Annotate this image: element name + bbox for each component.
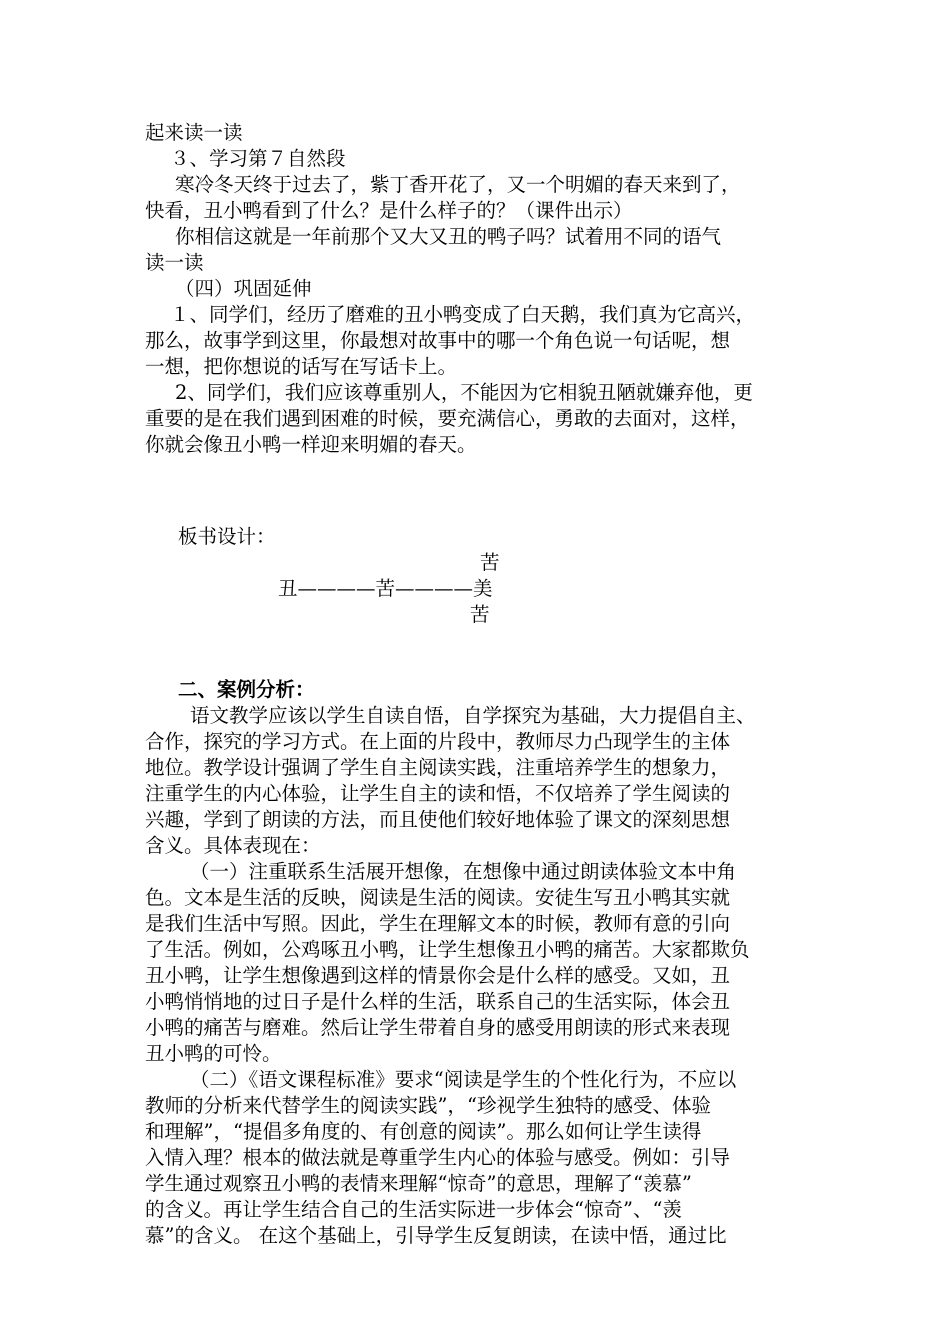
text-line: 丑小鸭，让学生想像遇到这样的情景你会是什么样的感受。又如，丑 bbox=[145, 964, 731, 987]
text-line: 丑小鸭的可怜。 bbox=[145, 1042, 282, 1065]
text-line: 重要的是在我们遇到困难的时候，要充满信心，勇敢的去面对，这样， bbox=[145, 407, 750, 430]
text-line: 含义。具体表现在： bbox=[145, 834, 321, 857]
text-line: 起来读一读 bbox=[145, 121, 243, 144]
text-line: 教师的分析来代替学生的阅读实践”，“珍视学生独特的感受、体验 bbox=[145, 1094, 711, 1117]
text-line: （一）注重联系生活展开想像，在想像中通过朗读体验文本中角 bbox=[190, 860, 737, 883]
text-line: （二）《语文课程标准》要求“阅读是学生的个性化行为，不应以 bbox=[190, 1068, 737, 1091]
text-line: 慕”的含义。 在这个基础上，引导学生反复朗读，在读中悟，通过比 bbox=[145, 1224, 727, 1247]
text-line: 寒冷冬天终于过去了，紫丁香开花了，又一个明媚的春天来到了， bbox=[175, 173, 741, 196]
text-line: 快看，丑小鸭看到了什么？是什么样子的？（课件出示） bbox=[145, 199, 633, 222]
text-line: 入情入理？根本的做法就是尊重学生内心的体验与感受。例如：引导 bbox=[145, 1146, 731, 1169]
board-top-word: 苦 bbox=[480, 551, 500, 574]
text-line: 一想，把你想说的话写在写话卡上。 bbox=[145, 355, 458, 378]
text-line: 兴趣，学到了朗读的方法，而且使他们较好地体验了课文的深刻思想 bbox=[145, 808, 731, 831]
text-line: 和理解”，“提倡多角度的、有创意的阅读”。那么如何让学生读得 bbox=[145, 1120, 702, 1143]
board-middle-line: 丑————苦————美 bbox=[278, 577, 493, 600]
text-line: 你相信这就是一年前那个又大又丑的鸭子吗？试着用不同的语气 bbox=[175, 225, 722, 248]
text-line: 语文教学应该以学生自读自悟，自学探究为基础，大力提倡自主、 bbox=[190, 704, 756, 727]
text-line: 色。文本是生活的反映，阅读是生活的阅读。安徒生写丑小鸭其实就 bbox=[145, 886, 731, 909]
text-line: 地位。教学设计强调了学生自主阅读实践，注重培养学生的想象力， bbox=[145, 756, 731, 779]
text-line: （四）巩固延伸 bbox=[175, 277, 312, 300]
board-design-title: 板书设计： bbox=[178, 525, 276, 548]
text-line: 学生通过观察丑小鸭的表情来理解“惊奇”的意思，理解了“羡慕” bbox=[145, 1172, 692, 1195]
text-line: １、同学们，经历了磨难的丑小鸭变成了白天鹅，我们真为它高兴， bbox=[170, 303, 756, 326]
text-line: 2、同学们，我们应该尊重别人，不能因为它相貌丑陋就嫌弃他，更 bbox=[175, 381, 753, 404]
text-line: 小鸭悄悄地的过日子是什么样的生活，联系自己的生活实际，体会丑 bbox=[145, 990, 731, 1013]
text-line: 注重学生的内心体验，让学生自主的读和悟，不仅培养了学生阅读的 bbox=[145, 782, 731, 805]
text-line: 的含义。再让学生结合自己的生活实际进一步体会“惊奇”、“羡 bbox=[145, 1198, 682, 1221]
text-line: ３、学习第７自然段 bbox=[170, 147, 346, 170]
case-analysis-heading: 二、案例分析： bbox=[178, 678, 315, 701]
board-bottom-word: 苦 bbox=[470, 603, 490, 626]
text-line: 小鸭的痛苦与磨难。然后让学生带着自身的感受用朗读的形式来表现 bbox=[145, 1016, 731, 1039]
text-line: 那么，故事学到这里，你最想对故事中的哪一个角色说一句话呢，想 bbox=[145, 329, 731, 352]
text-line: 读一读 bbox=[145, 251, 204, 274]
text-line: 是我们生活中写照。因此，学生在理解文本的时候，教师有意的引向 bbox=[145, 912, 731, 935]
text-line: 合作，探究的学习方式。在上面的片段中，教师尽力凸现学生的主体 bbox=[145, 730, 731, 753]
text-line: 了生活。例如，公鸡啄丑小鸭，让学生想像丑小鸭的痛苦。大家都欺负 bbox=[145, 938, 750, 961]
text-line: 你就会像丑小鸭一样迎来明媚的春天。 bbox=[145, 433, 477, 456]
